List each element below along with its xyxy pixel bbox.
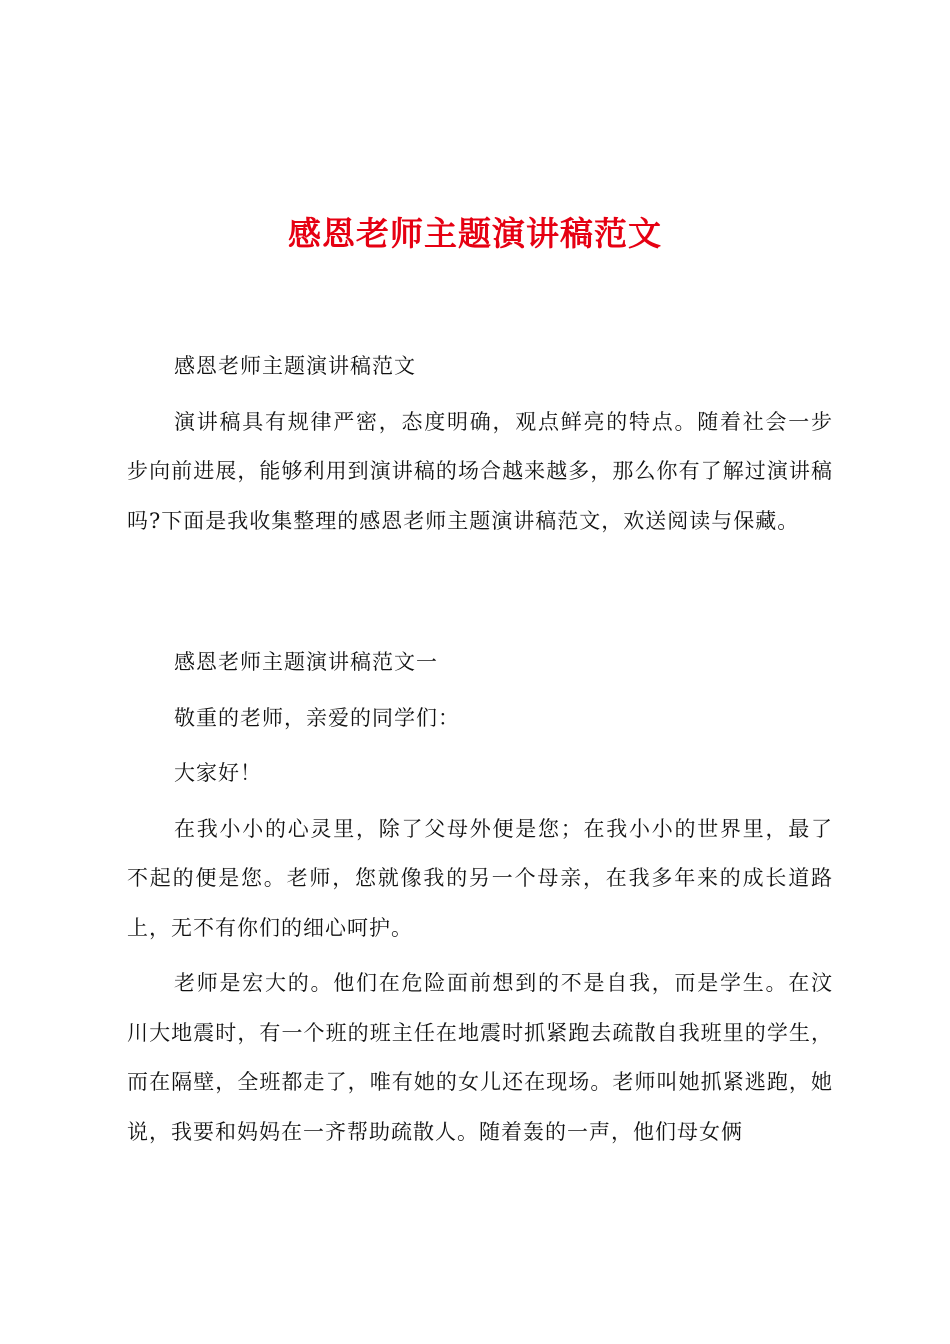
greeting: 大家好！ bbox=[174, 761, 262, 785]
document-body bbox=[127, 342, 833, 1163]
salutation: 敬重的老师，亲爱的同学们： bbox=[174, 705, 460, 730]
body-paragraph-1: 在我小小的心灵里，除了父母外便是您；在我小小的世界里，最了不起的便是您。老师，您就像我的另一个母亲，在我多年来的成长道路上，无不有你们的细心呵护。 bbox=[127, 816, 833, 940]
intro-paragraph: 演讲稿具有规律严密，态度明确，观点鲜亮的特点。随着社会一步步向前进展，能够利用到演讲稿的场合越来越多，那么你有了解过演讲稿吗?下面是我收集整理的感恩老师主题演讲稿范文，欢送阅读与保藏。 bbox=[127, 409, 833, 533]
section-spacer bbox=[127, 552, 833, 638]
body-paragraph-2: 老师是宏大的。他们在危险面前想到的不是自我，而是学生。在汶川大地震时，有一个班的班主任在地震时抓紧跑去疏散自我班里的学生，而在隔壁，全班都走了，唯有她的女儿还在现场。老师叫她抓紧逃跑，她说，我要和妈妈在一齐帮助疏散人。随着轰的一声，他们母女俩 bbox=[127, 971, 833, 1144]
intro-heading: 感恩老师主题演讲稿范文 bbox=[174, 354, 416, 378]
section1-heading: 感恩老师主题演讲稿范文一 bbox=[174, 650, 438, 674]
document-title: 感恩老师主题演讲稿范文 bbox=[288, 214, 662, 253]
